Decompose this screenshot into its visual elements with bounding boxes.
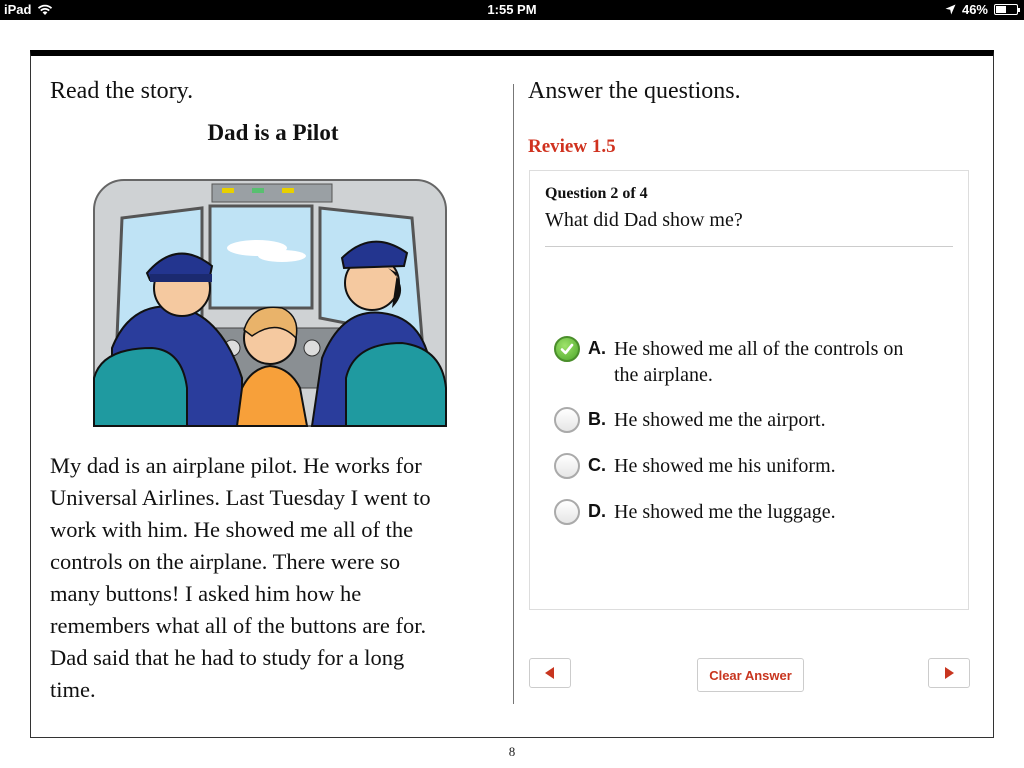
- story-illustration: [92, 178, 448, 428]
- option-text: He showed me the luggage.: [614, 501, 836, 523]
- question-panel: [528, 78, 970, 683]
- triangle-right-icon: [944, 667, 954, 679]
- option-text: He showed me the airport.: [614, 409, 826, 431]
- column-divider: [513, 84, 514, 704]
- status-time: 1:55 PM: [487, 2, 537, 17]
- next-question-button[interactable]: [928, 658, 970, 688]
- clear-answer-button[interactable]: Clear Answer: [697, 658, 804, 692]
- battery-percent: 46%: [961, 2, 988, 17]
- device-name: iPad: [4, 2, 32, 17]
- story-title: Dad is a Pilot: [207, 120, 339, 145]
- story-instruction: Read the story.: [50, 78, 194, 104]
- story-line: remembers what all of the buttons are for.: [50, 613, 427, 638]
- question-instruction: Answer the questions.: [528, 78, 741, 104]
- battery-icon: [994, 4, 1018, 15]
- review-label: Review 1.5: [528, 136, 616, 157]
- story-panel: [50, 78, 500, 702]
- location-arrow-icon: [945, 4, 956, 15]
- radio-button[interactable]: [554, 453, 580, 479]
- triangle-left-icon: [545, 667, 555, 679]
- story-line: My dad is an airplane pilot. He works for: [50, 453, 422, 478]
- story-line: Dad said that he had to study for a long: [50, 645, 405, 670]
- book-page: [0, 20, 1024, 768]
- story-line: time.: [50, 677, 96, 702]
- page-number: 8: [508, 744, 516, 759]
- question-card: [529, 170, 969, 610]
- answer-option-d[interactable]: [554, 499, 954, 525]
- option-line: the airplane.: [614, 364, 713, 386]
- answer-option-b[interactable]: [554, 407, 954, 433]
- radio-button[interactable]: [554, 499, 580, 525]
- option-letter: B.: [588, 409, 606, 429]
- previous-question-button[interactable]: [529, 658, 571, 688]
- story-text: [50, 450, 502, 706]
- radio-button[interactable]: [554, 407, 580, 433]
- question-text: What did Dad show me?: [545, 209, 743, 231]
- option-letter: C.: [588, 455, 606, 475]
- option-letter: A.: [588, 338, 606, 358]
- option-text: He showed me his uniform.: [614, 455, 836, 477]
- option-text: [614, 336, 903, 388]
- checkmark-icon[interactable]: [554, 336, 580, 362]
- option-letter: D.: [588, 501, 606, 521]
- answer-option-c[interactable]: [554, 453, 954, 479]
- option-line: He showed me all of the controls on: [614, 338, 904, 360]
- story-line: work with him. He showed me all of the: [50, 517, 414, 542]
- answer-option-a[interactable]: [554, 336, 954, 388]
- status-bar: [0, 0, 1024, 20]
- question-number: Question 2 of 4: [545, 185, 648, 202]
- story-line: Universal Airlines. Last Tuesday I went to: [50, 485, 431, 510]
- page-frame: [30, 50, 994, 738]
- question-divider: [545, 246, 953, 247]
- story-line: many buttons! I asked him how he: [50, 581, 362, 606]
- story-line: controls on the airplane. There were so: [50, 549, 401, 574]
